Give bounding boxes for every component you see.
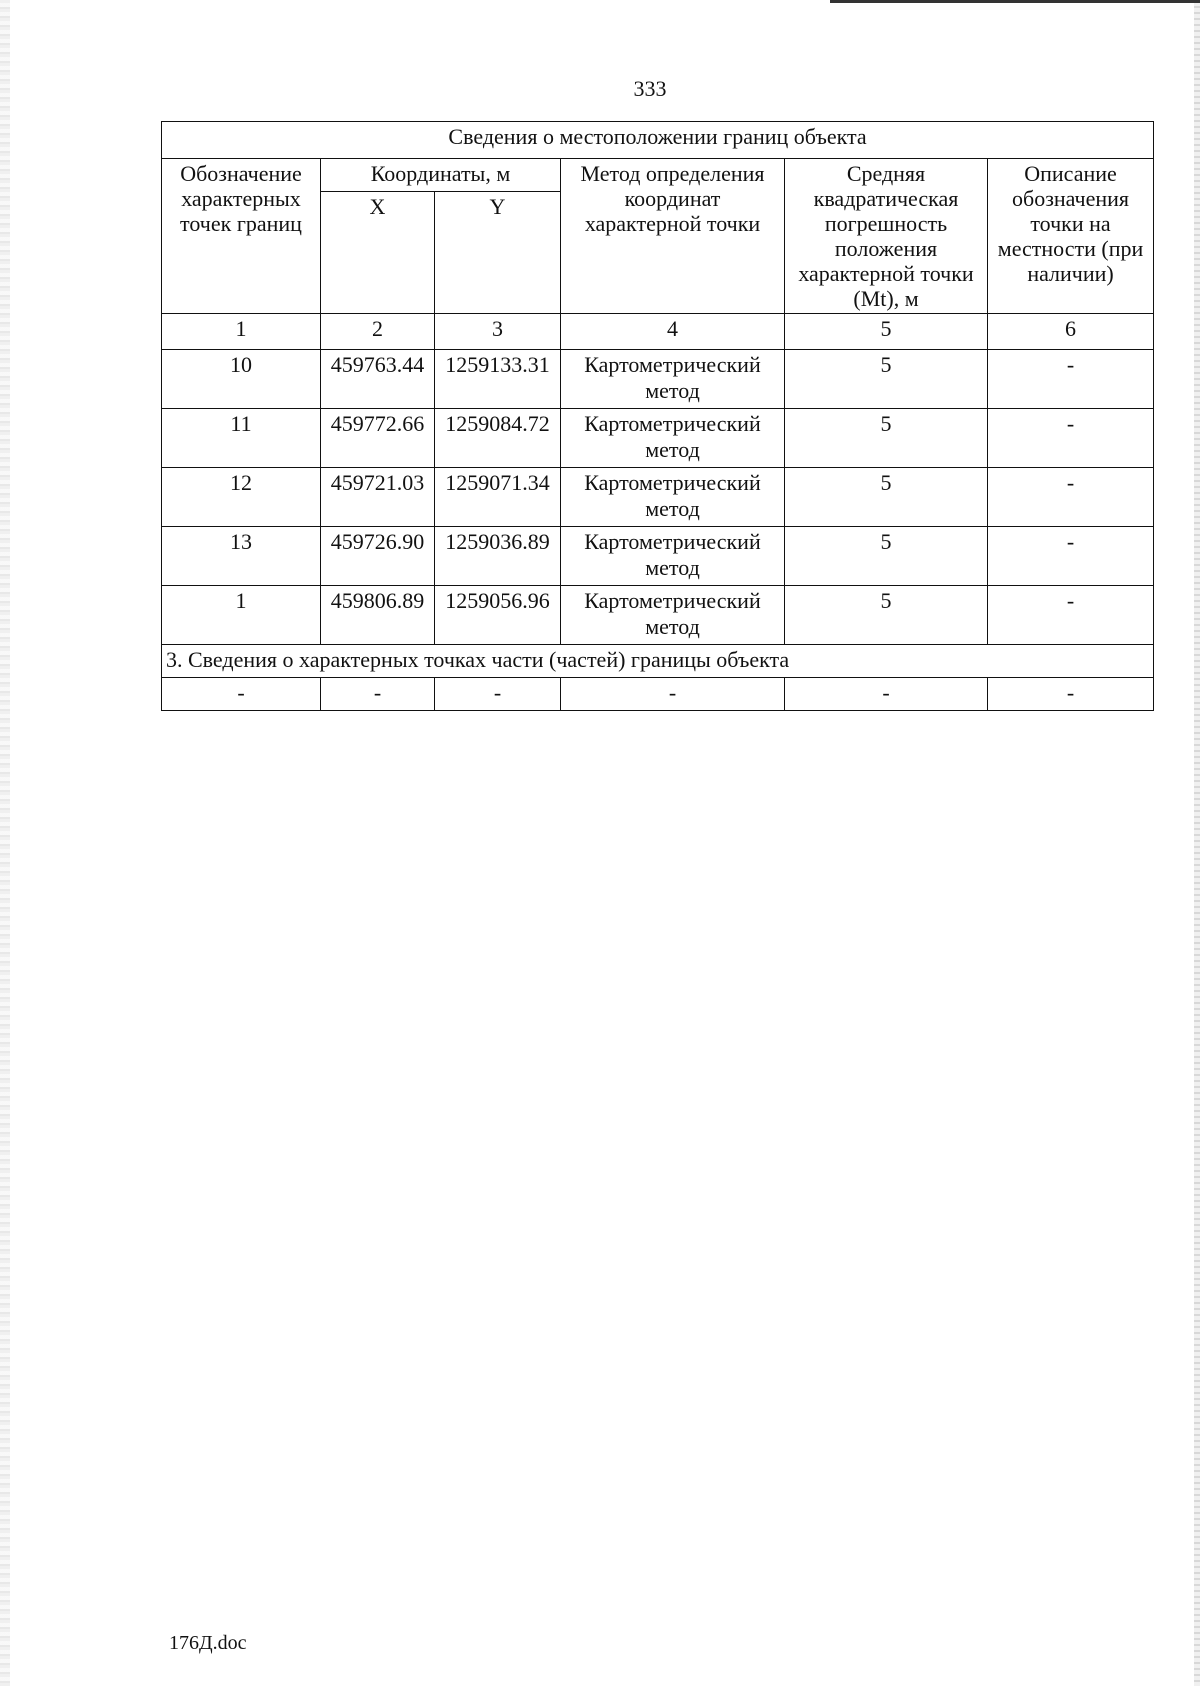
y-cell: 1259133.31 <box>435 350 561 409</box>
column-number: 3 <box>435 314 561 350</box>
dash-cell: - <box>162 678 321 711</box>
header-coordinates: Координаты, м <box>321 159 561 192</box>
table-row <box>162 350 1154 409</box>
page-number: 333 <box>633 76 667 101</box>
description-cell: - <box>988 468 1154 527</box>
mt-cell: 5 <box>785 409 988 468</box>
header-point-designation: Обозначение характерных точек границ <box>162 159 321 314</box>
header-row-1 <box>162 159 1154 192</box>
description-cell: - <box>988 586 1154 645</box>
section-3-data-row <box>162 678 1154 711</box>
column-number: 4 <box>561 314 785 350</box>
footer-filename: 176Д.doc <box>169 1632 247 1654</box>
table-title: Сведения о местоположении границ объекта <box>162 122 1154 159</box>
column-number: 1 <box>162 314 321 350</box>
method-cell: Картометрический метод <box>561 409 785 468</box>
description-cell: - <box>988 350 1154 409</box>
header-y: Y <box>435 192 561 314</box>
y-cell: 1259071.34 <box>435 468 561 527</box>
dash-cell: - <box>561 678 785 711</box>
column-number-row <box>162 314 1154 350</box>
x-cell: 459726.90 <box>321 527 435 586</box>
header-accuracy: Средняя квадратическая погрешность положения характерной точки (Mt), м <box>785 159 988 314</box>
column-number: 2 <box>321 314 435 350</box>
column-number: 5 <box>785 314 988 350</box>
header-description: Описание обозначения точки на местности (при наличии) <box>988 159 1154 314</box>
point-cell: 1 <box>162 586 321 645</box>
scan-edge-right <box>1194 0 1200 1686</box>
x-cell: 459806.89 <box>321 586 435 645</box>
description-cell: - <box>988 409 1154 468</box>
dash-cell: - <box>785 678 988 711</box>
column-number: 6 <box>988 314 1154 350</box>
dash-cell: - <box>988 678 1154 711</box>
section-3-title: 3. Сведения о характерных точках части (частей) границы объекта <box>162 645 1154 678</box>
description-cell: - <box>988 527 1154 586</box>
x-cell: 459721.03 <box>321 468 435 527</box>
point-cell: 13 <box>162 527 321 586</box>
table-row <box>162 468 1154 527</box>
method-cell: Картометрический метод <box>561 586 785 645</box>
table-title-row <box>162 122 1154 159</box>
mt-cell: 5 <box>785 468 988 527</box>
section-3-row <box>162 645 1154 678</box>
mt-cell: 5 <box>785 527 988 586</box>
y-cell: 1259036.89 <box>435 527 561 586</box>
method-cell: Картометрический метод <box>561 350 785 409</box>
header-x: X <box>321 192 435 314</box>
mt-cell: 5 <box>785 586 988 645</box>
scan-edge-left <box>0 0 10 1686</box>
point-cell: 10 <box>162 350 321 409</box>
x-cell: 459763.44 <box>321 350 435 409</box>
dash-cell: - <box>435 678 561 711</box>
dash-cell: - <box>321 678 435 711</box>
y-cell: 1259084.72 <box>435 409 561 468</box>
method-cell: Картометрический метод <box>561 527 785 586</box>
boundary-table <box>161 121 1154 711</box>
x-cell: 459772.66 <box>321 409 435 468</box>
scan-top-line <box>830 0 1200 3</box>
y-cell: 1259056.96 <box>435 586 561 645</box>
header-method: Метод определения координат характерной точки <box>561 159 785 314</box>
point-cell: 11 <box>162 409 321 468</box>
mt-cell: 5 <box>785 350 988 409</box>
table-row <box>162 527 1154 586</box>
table-row <box>162 409 1154 468</box>
table-row <box>162 586 1154 645</box>
method-cell: Картометрический метод <box>561 468 785 527</box>
point-cell: 12 <box>162 468 321 527</box>
